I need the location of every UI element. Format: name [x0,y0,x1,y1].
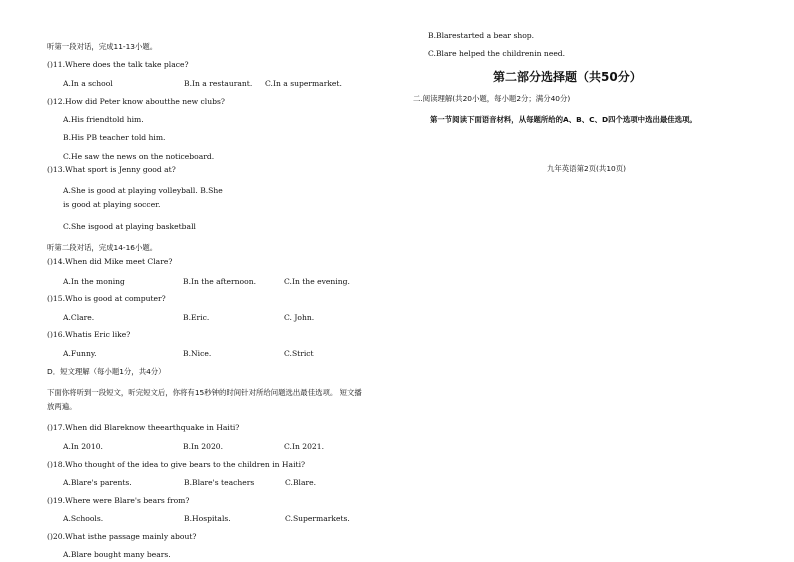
q15-option-b: B.Eric. [183,313,210,322]
q20-stem: ()20.What isthe passage mainly about? [47,532,197,541]
section-d-instruction-line2: 放两遍。 [47,402,77,411]
q16-option-a: A.Funny. [63,349,97,358]
q14-option-b: B.In the afternoon. [183,277,257,286]
q20-option-c: C.Blare helped the childrenin need. [428,49,566,58]
q13-option-ab-line1: A.She is good at playing volleyball. B.She [63,186,223,195]
section-one-instruction: 第一节阅读下面语音材料，从每题所给的A、B、C、D四个选项中选出最佳选项。 [430,115,697,124]
q11-option-a: A.In a school [63,79,113,88]
q14-option-a: A.In the moning [63,277,125,286]
q12-stem: ()12.How did Peter know aboutthe new clubs? [47,97,225,106]
q18-option-c: C.Blare. [285,478,317,487]
q17-option-c: C.In 2021. [284,442,324,451]
q17-option-b: B.In 2020. [183,442,224,451]
q13-option-ab-line2: is good at playing soccer. [63,200,161,209]
q11-stem: ()11.Where does the talk take place? [47,60,189,69]
q12-option-c: C.He saw the news on the noticeboard. [63,152,215,161]
q12-option-b: B.His PB teacher told him. [63,133,166,142]
part2-heading: 听第二段对话，完成14-16小题。 [47,243,158,252]
q17-option-a: A.In 2010. [63,442,103,451]
section-d-heading: D．短文理解（每小题1分，共4分） [47,367,166,376]
q17-stem: ()17.When did Blareknow theearthquake in Haiti? [47,423,240,432]
q18-option-a: A.Blare's parents. [63,478,132,487]
q19-option-a: A.Schools. [63,514,104,523]
q12-option-a: A.His friendtold him. [63,115,144,124]
section-two-heading: 二.阅读理解(共20小题，每小题2分；满分40分) [413,94,571,103]
q13-option-c: C.She isgood at playing basketball [63,222,196,231]
q15-option-c: C. John. [284,313,315,322]
q11-option-c: C.In a supermarket. [265,79,342,88]
section-d-instruction-line1: 下面你将听到一段短文，听完短文后，你将有15秒钟的时间针对所给问题选出最佳选项。 短文播 [47,388,362,397]
q19-option-b: B.Hospitals. [184,514,231,523]
q16-stem: ()16.Whatis Eric like? [47,330,131,339]
q14-stem: ()14.When did Mike meet Clare? [47,257,173,266]
q15-stem: ()15.Who is good at computer? [47,294,166,303]
q18-option-b: B.Blare's teachers [184,478,255,487]
q16-option-c: C.Strict [284,349,314,358]
q14-option-c: C.In the evening. [284,277,350,286]
q19-option-c: C.Supermarkets. [285,514,350,523]
q15-option-a: A.Clare. [63,313,95,322]
q16-option-b: B.Nice. [183,349,212,358]
part-two-title: 第二部分选择题（共50分） [493,70,642,84]
q19-stem: ()19.Where were Blare's bears from? [47,496,190,505]
q13-stem: ()13.What sport is Jenny good at? [47,165,176,174]
q20-option-a: A.Blare bought many bears. [63,550,171,559]
q11-option-b: B.In a restaurant. [184,79,253,88]
q18-stem: ()18.Who thought of the idea to give bears to the children in Haiti? [47,460,306,469]
part1-heading: 听第一段对话，完成11-13小题。 [47,42,158,51]
page-footer: 九年英语第2页(共10页) [547,164,626,173]
q20-option-b: B.Blarestarted a bear shop. [428,31,535,40]
